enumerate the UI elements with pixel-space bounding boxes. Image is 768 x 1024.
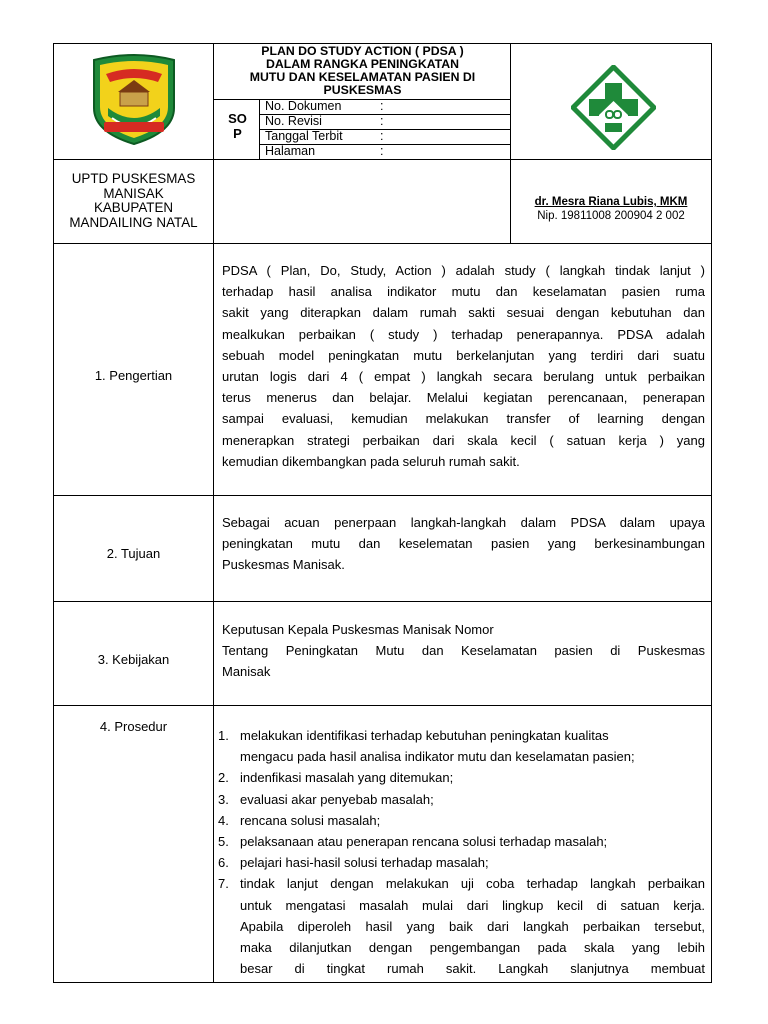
procedure-step: 3. evaluasi akar penyebab masalah; bbox=[218, 791, 434, 807]
meta-issue-date-value: : bbox=[380, 129, 384, 143]
header-row-line bbox=[53, 159, 712, 160]
section-text-tujuan: Sebagai acuan penerpaan langkah-langkah dalam PDSA dalam upaya peningkatan mutu dan keselematan pasien yang berkesinambungan Puskesmas Manisak. bbox=[222, 515, 705, 573]
regency-emblem-logo bbox=[88, 52, 180, 147]
title-bottom-line bbox=[213, 99, 510, 100]
meta-page-label: Halaman bbox=[265, 144, 316, 158]
sop-label: SO P bbox=[228, 111, 247, 141]
section-text-pengertian: PDSA ( Plan, Do, Study, Action ) adalah study ( langkah tindak lanjut ) terhadap hasil analisa indikator mutu dan keselamatan pasien ruma sakit yang diterapkan dalam rumah sakti sesuai dengan kebutuhan dan mealkukan perbaikan ( study ) terhadap penerapannya. PDSA adalah sebuah model peningkatan mutu berkelanjutan yang terdiri dari suatu urutan logis dari 4 ( empat ) langkah secara berulang untuk perbaikan terus menerus dan belajar. Melalui kegiatan perencanaan, penerapan sampai evaluasi, kemudian melakukan transfer of learning dengan menerapkan strategi perbaikan dari skala kecil ( satuan kerja ) yang kemudian dikembangkan pada seluruh rumah sakit. bbox=[222, 263, 705, 469]
procedure-step: 6. pelajari hasi-hasil solusi terhadap masalah; bbox=[218, 855, 489, 871]
signatory-name: dr. Mesra Riana Lubis, MKM bbox=[534, 196, 688, 208]
procedure-step: 1. melakukan identifikasi terhadap kebutuhan peningkatan kualitas mengacu pada hasil analisa indikator mutu dan keselamatan pasien; bbox=[218, 728, 635, 765]
meta-document-number-value: : bbox=[380, 99, 384, 113]
org-row-line bbox=[53, 243, 712, 244]
puskesmas-logo bbox=[571, 65, 656, 150]
section-label-tujuan: 2. Tujuan bbox=[106, 546, 161, 561]
meta-revision-label: No. Revisi bbox=[265, 114, 322, 128]
column-divider bbox=[213, 43, 214, 983]
organization-name: UPTD PUSKESMAS MANISAK KABUPATEN MANDAILING NATAL bbox=[69, 171, 198, 230]
header-divider-right bbox=[510, 43, 511, 243]
section-label-prosedur: 4. Prosedur bbox=[99, 719, 168, 734]
tujuan-row-line bbox=[53, 601, 712, 602]
meta-revision-value: : bbox=[380, 114, 384, 128]
procedure-step: 5. pelaksanaan atau penerapan rencana solusi terhadap masalah; bbox=[218, 834, 608, 850]
procedure-step: 2. indenfikasi masalah yang ditemukan; bbox=[218, 770, 454, 786]
procedure-list bbox=[218, 725, 705, 979]
kebijakan-row-line bbox=[53, 705, 712, 706]
meta-page-value: : bbox=[380, 144, 384, 158]
section-label-pengertian: 1. Pengertian bbox=[94, 368, 173, 383]
procedure-step: 7. tindak lanjut dengan melakukan uji coba terhadap langkah perbaikan untuk mengatasi masalah mulai dari lingkup kecil di satuan kerja. Apabila diperoleh hasil yang baik dari langkah perbaikan tersebut, maka dilanjutkan dengan pengembangan pada skala yang lebih besar di tingkat rumah sakit. Langkah slanjutnya membuat bbox=[218, 876, 705, 977]
procedure-step: 4. rencana solusi masalah; bbox=[218, 812, 381, 828]
signatory-nip: Nip. 19811008 200904 2 002 bbox=[537, 210, 685, 222]
meta-issue-date-label: Tanggal Terbit bbox=[265, 129, 343, 143]
meta-document-number-label: No. Dokumen bbox=[265, 99, 342, 113]
document-title: PLAN DO STUDY ACTION ( PDSA ) DALAM RANGKA PENINGKATAN MUTU DAN KESELAMATAN PASIEN DI PUSKESMAS bbox=[249, 44, 476, 97]
pengertian-row-line bbox=[53, 495, 712, 496]
section-label-kebijakan: 3. Kebijakan bbox=[97, 652, 170, 667]
section-text-kebijakan: Keputusan Kepala Puskesmas Manisak Nomor Tentang Peningkatan Mutu dan Keselamatan pasien di Puskesmas Manisak bbox=[222, 622, 705, 680]
